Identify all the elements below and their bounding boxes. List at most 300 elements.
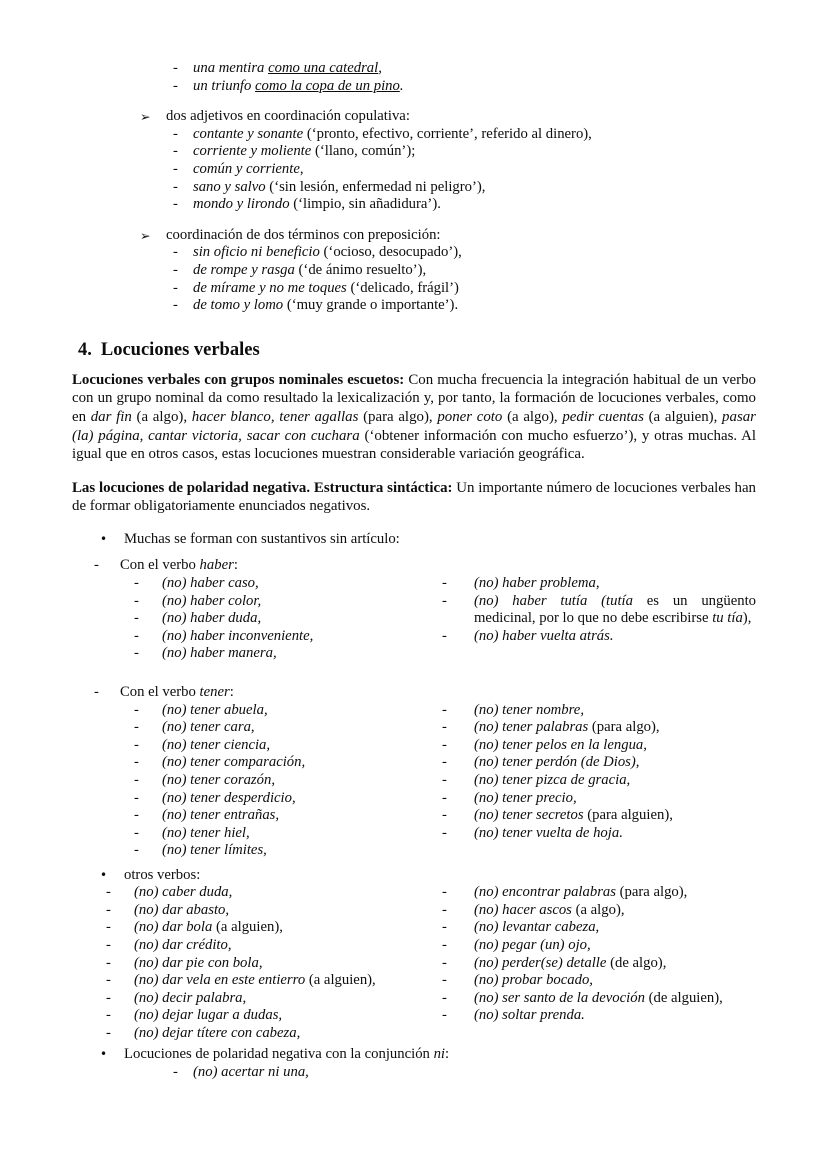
list-item-text [474,972,756,990]
list-item-text [474,593,756,628]
list-item-text [474,1007,756,1025]
roman-gloss: es un ungüento medicinal, por lo que no debe escribirse [474,592,756,627]
spacer [72,516,756,531]
list-item-text [474,990,756,1008]
list-item [134,719,432,737]
list-item-text [134,990,432,1008]
list-item-text [162,807,432,825]
paragraph-bold-lead: Las locuciones de polaridad negativa. Estructura sintáctica: [72,479,453,496]
top-continuation-list [72,60,756,95]
italic-term: de rompe y rasga [193,261,295,278]
arrow-bullet-icon: ➢ [140,109,151,125]
list-item [442,628,756,646]
dash-marker-icon: - [173,1063,178,1080]
verb-haber-label [120,557,756,575]
dash-marker-icon: - [134,736,139,753]
list-item-text [474,955,756,973]
list-item [442,884,756,902]
dash-marker-icon: - [442,627,447,644]
italic-term: dar fin [90,408,132,425]
list-item [134,807,432,825]
italic-term: (no) ser santo de la devoción [474,989,645,1006]
lead-post: : [233,557,238,574]
list-item-text [162,772,432,790]
bullet-icon: • [100,867,108,882]
italic-term: tutía [606,592,633,609]
list-item [442,593,756,628]
list-item-text [193,244,756,262]
list-item [442,575,756,593]
list-item [173,161,756,179]
dash-marker-icon: - [134,754,139,771]
roman-gloss: (‘muy grande o importante’). [283,297,459,314]
list-item [134,702,432,720]
list-item [173,143,756,161]
italic-term: contante y sonante [193,125,304,142]
list-item-text [162,737,432,755]
tener-columns [72,702,756,862]
paragraph-text: (a algo), [502,408,563,425]
list-item-lead [140,108,756,126]
italic-term: (no) dar pie con bola, [134,954,263,971]
spacer [72,464,756,479]
list-item-text [193,179,756,197]
italic-term: (no) hacer ascos [474,901,572,918]
list-item-text [134,919,432,937]
lead-italic: haber [199,557,234,574]
list-item-text [193,143,756,161]
list-item [134,842,432,860]
list-item-text [162,825,432,843]
italic-term: (no) tener hiel, [162,824,250,841]
spacer [72,214,756,227]
italic-term: (no) tener comparación, [162,754,306,771]
bullet-icon: • [100,531,108,546]
list-item [442,754,756,772]
italic-term: (no) haber manera, [162,645,277,662]
group-lead-label: coordinación de dos términos con preposición: [166,226,441,243]
dash-marker-icon: - [94,557,99,574]
list-item [442,719,756,737]
list-item-text [193,297,756,315]
list-item-text [474,754,756,772]
dash-marker-icon: - [173,60,178,76]
verb-tener-lead [94,684,756,702]
page-title [78,339,756,361]
list-item [134,628,432,646]
spacer [72,95,756,108]
paragraph-escuetos [72,371,756,464]
list-item [134,593,432,611]
dash-marker-icon: - [173,261,178,278]
list-item [442,772,756,790]
list-item-text [193,280,756,298]
italic-term: (no) tener pelos en la lengua, [474,736,647,753]
verb-tener-label [120,684,756,702]
list-item-text [162,645,432,663]
italic-term: de mírame y no me toques [193,279,347,296]
list-item [442,790,756,808]
list-item [173,297,756,315]
italic-term: tu tía [712,610,743,627]
dash-marker-icon: - [106,901,111,918]
paragraph-text: Con mucha frecuencia la integración habitual de un verbo con un grupo nominal da como resultado la lexicalización y, por tanto, la formación de locuciones verbales, como en [72,371,756,425]
list-item [442,937,756,955]
spacer [72,671,756,684]
dash-marker-icon: - [173,160,178,177]
list-item [134,772,432,790]
section-number: 4. [78,339,92,360]
bullet-icon: • [100,1047,108,1062]
list-item [134,825,432,843]
list-item [106,990,432,1008]
roman-gloss: (‘llano, común’); [311,143,416,160]
italic-term: (no) tener nombre, [474,701,584,718]
list-item [173,1064,756,1082]
list-item-text [193,161,756,179]
list-item [134,790,432,808]
spacer [72,548,756,557]
group-adjetivos [72,108,756,214]
paragraph-bold-lead: Locuciones verbales con grupos nominales escuetos: [72,371,405,388]
list-item [106,1025,432,1043]
tener-right-column [442,702,756,843]
roman-gloss: (‘delicado, frágil’) [346,279,459,296]
list-item [173,179,756,197]
roman-gloss: (‘limpio, sin añadidura’). [289,196,441,213]
list-item [442,990,756,1008]
roman-gloss: (‘pronto, efectivo, corriente’, referido al dinero), [303,125,592,142]
dash-marker-icon: - [442,789,447,806]
list-item-text [193,60,756,78]
roman-gloss: (de alguien), [644,989,723,1006]
roman-gloss: (para algo), [588,719,660,736]
list-item [106,884,432,902]
list-item [134,737,432,755]
tener-left-column [72,702,432,860]
list-item-text [134,972,432,990]
list-item-text [474,902,756,920]
italic-term: (no) tener perdón (de Dios), [474,754,640,771]
list-item-text [474,737,756,755]
arrow-bullet-icon: ➢ [140,227,151,243]
phrase-head: una mentira [193,60,269,76]
list-item-text [134,937,432,955]
italic-term: sano y salvo [193,178,266,195]
dash-marker-icon: - [134,772,139,789]
list-item-text [193,1064,756,1082]
lead-roman: Con el verbo [120,557,200,574]
list-item-text [162,628,432,646]
dash-marker-icon: - [442,754,447,771]
dash-marker-icon: - [134,645,139,662]
italic-term: (no) caber duda, [134,884,233,901]
dash-marker-icon: - [442,772,447,789]
list-item-text [193,78,756,96]
italic-term: (no) tener desperdicio, [162,789,296,806]
list-item [173,244,756,262]
list-item [442,807,756,825]
dash-marker-icon: - [134,701,139,718]
section-title: Locuciones verbales [100,339,260,360]
section-heading-wrap [78,339,756,361]
otros-verbos-lead [100,867,756,885]
dash-marker-icon: - [442,592,447,609]
list-item-text [193,196,756,214]
list-item-text [193,262,756,280]
italic-term: hacer blanco, tener agallas [191,408,359,425]
dash-marker-icon: - [442,736,447,753]
italic-term: corriente y moliente [193,143,312,160]
list-item-text [474,919,756,937]
italic-term: (no) tener secretos [474,807,584,824]
italic-term: (no) dejar lugar a dudas, [134,1007,283,1024]
conjuncion-ni-label [124,1046,756,1064]
roman-gloss: , [299,160,304,177]
lead-roman: Con el verbo [120,684,200,701]
list-item [442,972,756,990]
italic-term: (no) soltar prenda. [474,1007,585,1024]
dash-marker-icon: - [106,937,111,954]
italic-term: (no) haber vuelta atrás. [474,627,614,644]
dash-marker-icon: - [94,684,99,701]
dash-marker-icon: - [442,972,447,989]
list-item-text [162,610,432,628]
italic-term: (no) tener ciencia, [162,736,271,753]
dash-marker-icon: - [442,807,447,824]
list-item-text [474,719,756,737]
label-post: : [445,1046,450,1063]
list-item [173,78,756,96]
list-item [134,610,432,628]
group-preposicion [72,227,756,315]
dash-marker-icon: - [442,937,447,954]
label-italic: ni [433,1046,445,1063]
dash-marker-icon: - [173,125,178,142]
conjuncion-ni-lead [100,1046,756,1064]
list-item-text [474,884,756,902]
haber-right-column [442,575,756,645]
list-item-text [134,1007,432,1025]
italic-term: (no) dar vela en este entierro [134,972,306,989]
paragraph-text: (‘obtener información con mucho esfuerzo’), y otras muchas. Al igual que en otros casos, estas locuciones muestran considerable variación geográfica. [72,427,756,463]
otros-verbos-right-column [442,884,756,1025]
bullet-sustantivos [100,531,756,549]
dash-marker-icon: - [442,575,447,592]
bullet-label: Muchas se forman con sustantivos sin artículo: [124,530,400,547]
italic-term: (no) acertar ni una, [193,1063,309,1080]
otros-verbos-columns [72,884,756,1046]
italic-term: (no) haber tutía ( [474,592,607,609]
dash-marker-icon: - [134,575,139,592]
conjuncion-ni-items [72,1064,756,1082]
dash-marker-icon: - [106,972,111,989]
list-item [173,196,756,214]
italic-term: (no) haber problema, [474,575,600,592]
phrase-head: un triunfo [193,77,256,94]
list-item-text [162,754,432,772]
roman-gloss: (‘sin lesión, enfermedad ni peligro’), [265,178,486,195]
dash-marker-icon: - [106,1025,111,1041]
roman-gloss: (de algo), [606,954,667,971]
lead-italic: tener [199,684,230,701]
italic-term: sin oficio ni beneficio [193,244,320,261]
italic-term: poner coto [437,408,503,425]
list-item [442,1007,756,1025]
verb-haber-lead [94,557,756,575]
underlined-phrase: como una catedral [268,60,379,76]
dash-marker-icon: - [134,842,139,859]
list-item-text [474,825,756,843]
paragraph-text: Un importante número de locuciones verbales han de formar obligatoriamente enunciados negativos. [72,479,756,515]
italic-term: (no) tener límites, [162,842,267,859]
italic-term: de tomo y lomo [193,297,284,314]
list-item [106,919,432,937]
dash-marker-icon: - [134,807,139,824]
dash-marker-icon: - [173,178,178,195]
dash-marker-icon: - [134,789,139,806]
italic-term: (no) decir palabra, [134,989,247,1006]
list-item-text [162,702,432,720]
group-preposicion-items [72,244,756,314]
list-item [442,825,756,843]
list-item [442,955,756,973]
group-adjetivos-items [72,126,756,214]
list-item [134,754,432,772]
group-lead-label: dos adjetivos en coordinación copulativa: [166,108,410,125]
italic-term: (no) tener abuela, [162,701,268,718]
phrase-tail: , [378,60,382,76]
list-item-text [474,807,756,825]
list-item-text [474,702,756,720]
italic-term: (no) haber color, [162,592,262,609]
dash-marker-icon: - [442,719,447,736]
dash-marker-icon: - [106,884,111,901]
list-item [173,126,756,144]
dash-marker-icon: - [442,919,447,936]
italic-term: (no) tener pizca de gracia, [474,772,631,789]
list-item [442,919,756,937]
italic-term: (no) perder(se) detalle [474,954,607,971]
italic-term: (no) dar crédito, [134,937,232,954]
italic-term: (no) tener cara, [162,719,255,736]
italic-term: (no) dar bola [134,919,213,936]
italic-term: pasar (la) página, cantar victoria, sacar con cuchara [72,408,756,444]
dash-marker-icon: - [134,824,139,841]
otros-verbos-left-column [72,884,432,1042]
list-item [173,262,756,280]
list-item [106,937,432,955]
italic-term: (no) levantar cabeza, [474,919,600,936]
list-item-text [162,593,432,611]
italic-term: (no) haber caso, [162,575,259,592]
list-item-text [474,790,756,808]
paragraph-polaridad [72,479,756,516]
haber-columns [72,575,756,671]
list-item-text [162,719,432,737]
list-item [173,280,756,298]
list-item [106,1007,432,1025]
dash-marker-icon: - [134,592,139,609]
list-item-text [474,937,756,955]
list-item [106,972,432,990]
roman-gloss: (para alguien), [583,807,673,824]
dash-marker-icon: - [106,954,111,971]
roman-gloss: (para algo), [615,884,688,901]
underlined-phrase: como la copa de un pino [255,77,400,94]
dash-marker-icon: - [173,196,178,213]
paragraph-text: (a algo), [131,408,192,425]
paragraph-text: (para algo), [358,408,438,425]
list-item [106,955,432,973]
list-item-text [474,772,756,790]
haber-left-column [72,575,432,663]
italic-term: mondo y lirondo [193,196,290,213]
paragraph-text: (a alguien), [643,408,723,425]
dash-marker-icon: - [106,1007,111,1024]
roman-gloss: (a alguien), [212,919,283,936]
list-item [134,645,432,663]
otros-verbos-label: otros verbos: [124,866,201,883]
list-item [106,902,432,920]
dash-marker-icon: - [173,297,178,314]
roman-gloss: ), [742,610,752,627]
list-item [442,737,756,755]
italic-term: (no) tener precio, [474,789,577,806]
list-item [134,575,432,593]
dash-marker-icon: - [442,824,447,841]
italic-term: común y corriente [193,160,300,177]
italic-term: (no) haber duda, [162,610,262,627]
list-item-text [162,575,432,593]
italic-term: (no) haber inconveniente, [162,627,314,644]
lead-post: : [229,684,234,701]
list-item-text [134,902,432,920]
dash-marker-icon: - [442,954,447,971]
list-item-text [162,790,432,808]
list-item [442,702,756,720]
roman-gloss: (‘ocioso, desocupado’), [319,244,462,261]
roman-gloss: (‘de ánimo resuelto’), [294,261,427,278]
label-pre: Locuciones de polaridad negativa con la conjunción [124,1046,434,1063]
dash-marker-icon: - [442,989,447,1006]
italic-term: (no) probar bocado, [474,972,593,989]
dash-marker-icon: - [173,143,178,160]
dash-marker-icon: - [442,901,447,918]
dash-marker-icon: - [173,279,178,296]
dash-marker-icon: - [106,919,111,936]
dash-marker-icon: - [134,627,139,644]
list-item-text [474,628,756,646]
dash-marker-icon: - [134,719,139,736]
dash-marker-icon: - [173,77,178,94]
list-item-text [474,575,756,593]
italic-term: (no) dar abasto, [134,901,230,918]
dash-marker-icon: - [173,244,178,261]
italic-term: (no) pegar (un) ojo, [474,937,591,954]
list-item [442,902,756,920]
italic-term: (no) tener vuelta de hoja. [474,824,623,841]
dash-marker-icon: - [442,701,447,718]
italic-term: (no) dejar títere con cabeza, [134,1025,301,1041]
italic-term: (no) tener palabras [474,719,589,736]
dash-marker-icon: - [442,884,447,901]
italic-term: (no) encontrar palabras [474,884,616,901]
phrase-tail: . [399,77,404,94]
italic-term: pedir cuentas [562,408,644,425]
list-item-text [162,842,432,860]
roman-gloss: (a alguien), [305,972,376,989]
